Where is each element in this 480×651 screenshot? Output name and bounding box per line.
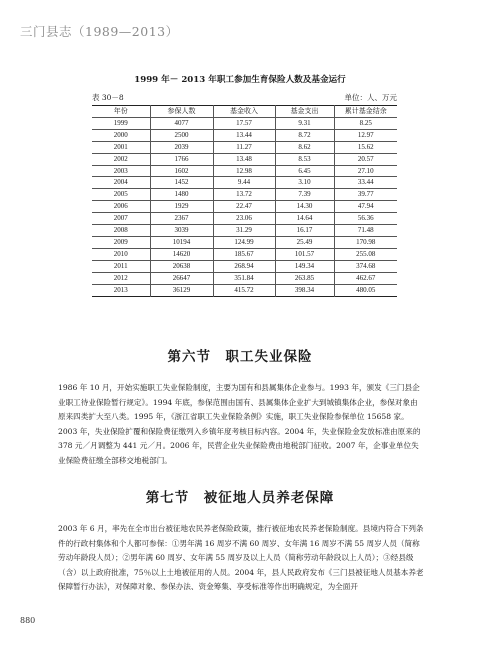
- table-row: [92, 272, 397, 284]
- cell-year: 2008: [113, 226, 128, 235]
- table-unit: 单位：人、万元: [344, 93, 397, 102]
- cell-insured: 36129: [150, 284, 213, 296]
- cell-expense: 9.31: [275, 117, 334, 129]
- cell-year: 2006: [113, 202, 128, 211]
- cell-year: 2013: [113, 285, 128, 294]
- cell-income: 17.57: [213, 117, 275, 129]
- table-row: [92, 165, 397, 177]
- cell-insured: 14620: [150, 248, 213, 260]
- cell-balance: 480.05: [334, 284, 397, 296]
- cell-insured: 2367: [150, 213, 213, 225]
- cell-year: 2004: [113, 178, 128, 187]
- cell-income: 268.94: [213, 260, 275, 272]
- cell-income: 23.06: [213, 213, 275, 225]
- cell-expense: 8.62: [275, 141, 334, 153]
- cell-balance: 56.36: [334, 213, 397, 225]
- cell-expense: 7.39: [275, 189, 334, 201]
- cell-balance: 39.77: [334, 189, 397, 201]
- col-header-balance: 累计基金结余: [334, 106, 397, 118]
- section-heading-land-pension: 第七节 被征地人员养老保障: [145, 490, 335, 506]
- cell-insured: 3039: [150, 225, 213, 237]
- cell-year: 2002: [113, 154, 128, 163]
- cell-balance: 374.68: [334, 260, 397, 272]
- table-row: [92, 177, 397, 189]
- cell-balance: 33.44: [334, 177, 397, 189]
- cell-expense: 101.57: [275, 248, 334, 260]
- cell-insured: 10194: [150, 236, 213, 248]
- cell-year: 2010: [113, 249, 128, 258]
- cell-balance: 20.57: [334, 153, 397, 165]
- cell-insured: 1766: [150, 153, 213, 165]
- paragraph-unemployment: 1986 年 10 月，开始实施职工失业保险制度，主要为国有和县属集体企业参与。1993 年，颁发《三门县企业职工待业保险暂行规定》。1994 年底，参保范围由国有、县属集体企业扩大到城镇集体企业，参保对象由原来四类扩大至八类。1995 年，《浙江省职工失业保险条例》实施，职工失业保险参保单位 15658 家。2003 年，失业保险扩覆和保险费征缴列入乡镇年度考核目标内容。2004 年，失业保险金发放标准由原来的 378 元／月调整为 441 元／月。2006 年，民营企业失业保险费由地税部门征收。2007 年，企事业单位失业保险费征缴全部移交地税部门。: [58, 383, 421, 465]
- table-row: [92, 117, 397, 129]
- table-row: [92, 201, 397, 213]
- cell-insured: 1480: [150, 189, 213, 201]
- cell-balance: 47.94: [334, 201, 397, 213]
- cell-income: 351.84: [213, 272, 275, 284]
- cell-year: 2001: [113, 142, 128, 151]
- cell-balance: 71.48: [334, 225, 397, 237]
- cell-expense: 6.45: [275, 165, 334, 177]
- cell-expense: 25.49: [275, 236, 334, 248]
- table-row: [92, 141, 397, 153]
- table-row: [92, 236, 397, 248]
- cell-expense: 16.17: [275, 225, 334, 237]
- table-title: 1999 年－ 2013 年职工参加生育保险人数及基金运行: [134, 75, 346, 85]
- cell-balance: 8.25: [334, 117, 397, 129]
- cell-insured: 26647: [150, 272, 213, 284]
- cell-insured: 1452: [150, 177, 213, 189]
- cell-income: 22.47: [213, 201, 275, 213]
- cell-insured: 20638: [150, 260, 213, 272]
- cell-year: 2012: [113, 273, 128, 282]
- cell-balance: 27.10: [334, 165, 397, 177]
- table-row: [92, 284, 397, 296]
- cell-year: 2005: [113, 190, 128, 199]
- page-number: 880: [20, 616, 36, 625]
- cell-expense: 3.10: [275, 177, 334, 189]
- cell-income: 185.67: [213, 248, 275, 260]
- table-row: [92, 225, 397, 237]
- cell-income: 11.27: [213, 141, 275, 153]
- cell-insured: 2500: [150, 129, 213, 141]
- cell-insured: 2039: [150, 141, 213, 153]
- cell-insured: 1929: [150, 201, 213, 213]
- col-header-expense: 基金支出: [275, 106, 334, 118]
- cell-income: 9.44: [213, 177, 275, 189]
- table-row: [92, 129, 397, 141]
- cell-expense: 14.30: [275, 201, 334, 213]
- cell-income: 13.48: [213, 153, 275, 165]
- cell-expense: 8.72: [275, 129, 334, 141]
- cell-income: 13.72: [213, 189, 275, 201]
- maternity-insurance-table: [92, 105, 397, 297]
- cell-balance: 12.97: [334, 129, 397, 141]
- table-id: 表 30－8: [92, 93, 124, 102]
- cell-balance: 15.62: [334, 141, 397, 153]
- cell-insured: 4077: [150, 117, 213, 129]
- col-header-income: 基金收入: [213, 106, 275, 118]
- cell-expense: 8.53: [275, 153, 334, 165]
- cell-balance: 462.67: [334, 272, 397, 284]
- cell-income: 31.29: [213, 225, 275, 237]
- table-row: [92, 189, 397, 201]
- cell-income: 415.72: [213, 284, 275, 296]
- cell-expense: 14.64: [275, 213, 334, 225]
- cell-year: 2007: [113, 214, 128, 223]
- cell-balance: 255.08: [334, 248, 397, 260]
- cell-balance: 170.98: [334, 236, 397, 248]
- col-header-insured: 参保人数: [150, 106, 213, 118]
- cell-income: 13.44: [213, 129, 275, 141]
- cell-year: 2000: [113, 130, 128, 139]
- running-head: 三门县志（1989—2013）: [20, 24, 179, 39]
- cell-year: 2009: [113, 237, 128, 246]
- table-row: [92, 260, 397, 272]
- table-header-row: [92, 106, 397, 118]
- cell-year: 1999: [113, 118, 128, 127]
- cell-income: 12.98: [213, 165, 275, 177]
- section-heading-unemployment: 第六节 职工失业保险: [167, 349, 313, 365]
- cell-expense: 149.34: [275, 260, 334, 272]
- table-row: [92, 213, 397, 225]
- col-header-year: 年份: [113, 107, 128, 115]
- cell-year: 2011: [113, 261, 128, 270]
- table-row: [92, 153, 397, 165]
- cell-year: 2003: [113, 166, 128, 175]
- cell-income: 124.99: [213, 236, 275, 248]
- cell-insured: 1602: [150, 165, 213, 177]
- table-row: [92, 248, 397, 260]
- cell-expense: 398.34: [275, 284, 334, 296]
- cell-expense: 263.85: [275, 272, 334, 284]
- paragraph-land-pension: 2003 年 6 月，率先在全市出台被征地农民养老保险政策，推行被征地农民养老保险制度。县境内符合下列条件的行政村集体和个人都可参保：①男年满 16 周岁不满 60 周岁、女年满 16 周岁不满 55 周岁人员（简称劳动年龄段人员）；②男年满 60 周岁、女年满 55 周岁及以上人员（简称劳动年龄段以上人员）；③经县级（含）以上政府批准，75％以上土地被征用的人员。2004 年，县人民政府发布《三门县被征地人员基本养老保障暂行办法》，对保障对象、参保办法、资金筹集、享受标准等作出明确规定，为全面开: [58, 524, 424, 591]
- table-body: [92, 117, 397, 296]
